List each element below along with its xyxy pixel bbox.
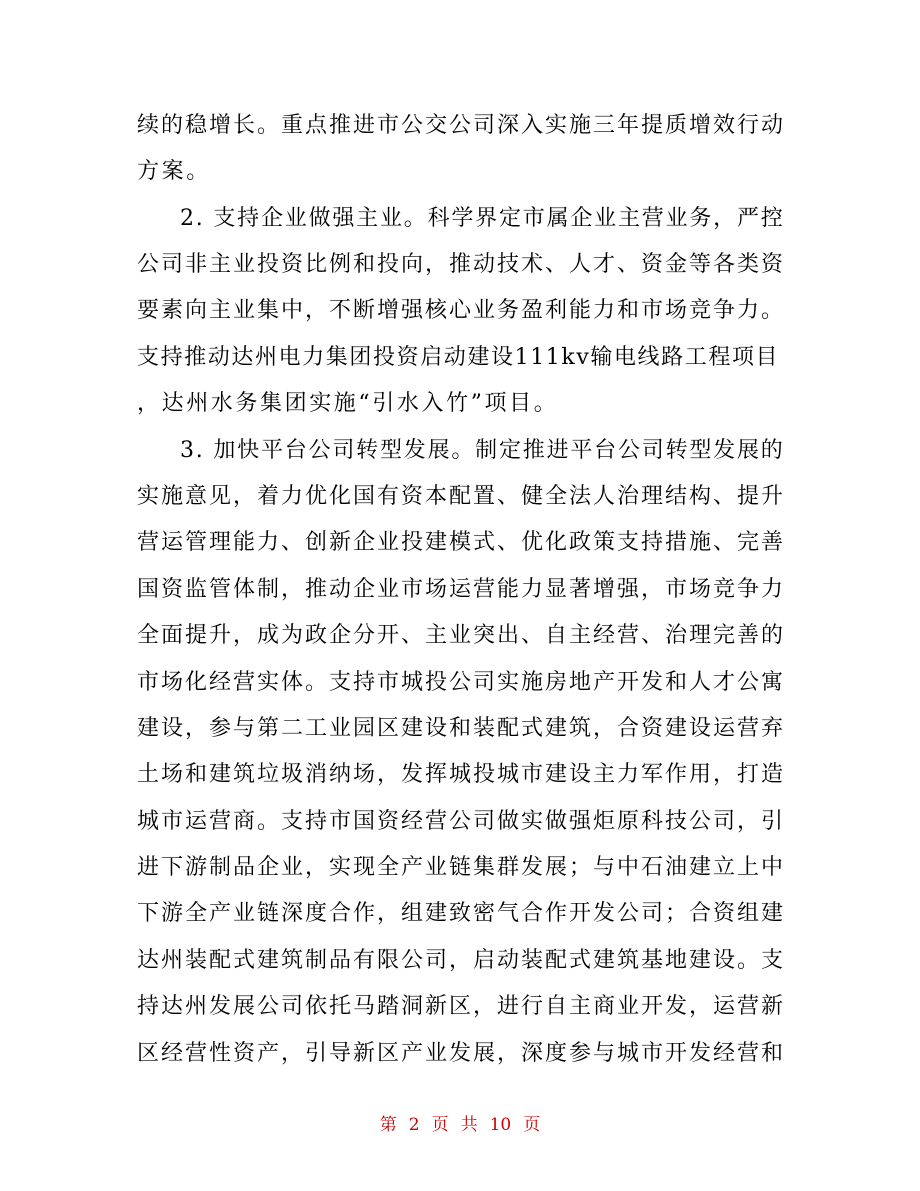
text-line: 营运管理能力、创新企业投建模式、优化政策支持措施、完善: [137, 530, 786, 555]
text-line: 全面提升，成为政企分开、主业突出、自主经营、治理完善的: [137, 623, 786, 648]
text-line: 区经营性资产，引导新区产业发展，深度参与城市开发经营和: [137, 1041, 786, 1066]
page-footer: [0, 1114, 920, 1136]
footer-label-di: 第: [379, 1115, 397, 1135]
text-line: 支持推动达州电力集团投资启动建设111kv输电线路工程项目: [137, 345, 780, 370]
text-line: 3. 加快平台公司转型发展。制定推进平台公司转型发展的: [180, 438, 785, 463]
footer-page-current: 2: [408, 1115, 420, 1135]
footer-label-gong: 共: [460, 1115, 478, 1135]
text-line: 续的稳增长。重点推进市公交公司深入实施三年提质增效行动: [137, 113, 786, 138]
text-line: 实施意见，着力优化国有资本配置、健全法人治理结构、提升: [137, 484, 786, 509]
text-line: 公司非主业投资比例和投向，推动技术、人才、资金等各类资: [137, 252, 786, 277]
footer-page-total: 10: [489, 1115, 512, 1135]
text-line: 方案。: [137, 159, 211, 184]
text-line: ，达州水务集团实施“引水入竹”项目。: [137, 391, 559, 416]
text-line: 持达州发展公司依托马踏洞新区，进行自主商业开发，运营新: [137, 994, 786, 1019]
text-line: 国资监管体制，推动企业市场运营能力显著增强，市场竞争力: [137, 577, 786, 602]
text-line: 市场化经营实体。支持市城投公司实施房地产开发和人才公寓: [137, 670, 786, 695]
text-line: 2. 支持企业做强主业。科学界定市属企业主营业务，严控: [180, 206, 785, 231]
text-line: 达州装配式建筑制品有限公司，启动装配式建筑基地建设。支: [137, 948, 786, 973]
text-line: 建设，参与第二工业园区建设和装配式建筑，合资建设运营弃: [137, 716, 786, 741]
text-line: 进下游制品企业，实现全产业链集群发展；与中石油建立上中: [137, 855, 786, 880]
text-line: 要素向主业集中，不断增强核心业务盈利能力和市场竞争力。: [137, 298, 786, 323]
text-line: 土场和建筑垃圾消纳场，发挥城投城市建设主力军作用，打造: [137, 762, 786, 787]
text-line: 城市运营商。支持市国资经营公司做实做强炬原科技公司，引: [137, 809, 786, 834]
footer-label-ye: 页: [523, 1115, 541, 1135]
footer-label-ye: 页: [431, 1115, 449, 1135]
text-line: 下游全产业链深度合作，组建致密气合作开发公司；合资组建: [137, 901, 786, 926]
